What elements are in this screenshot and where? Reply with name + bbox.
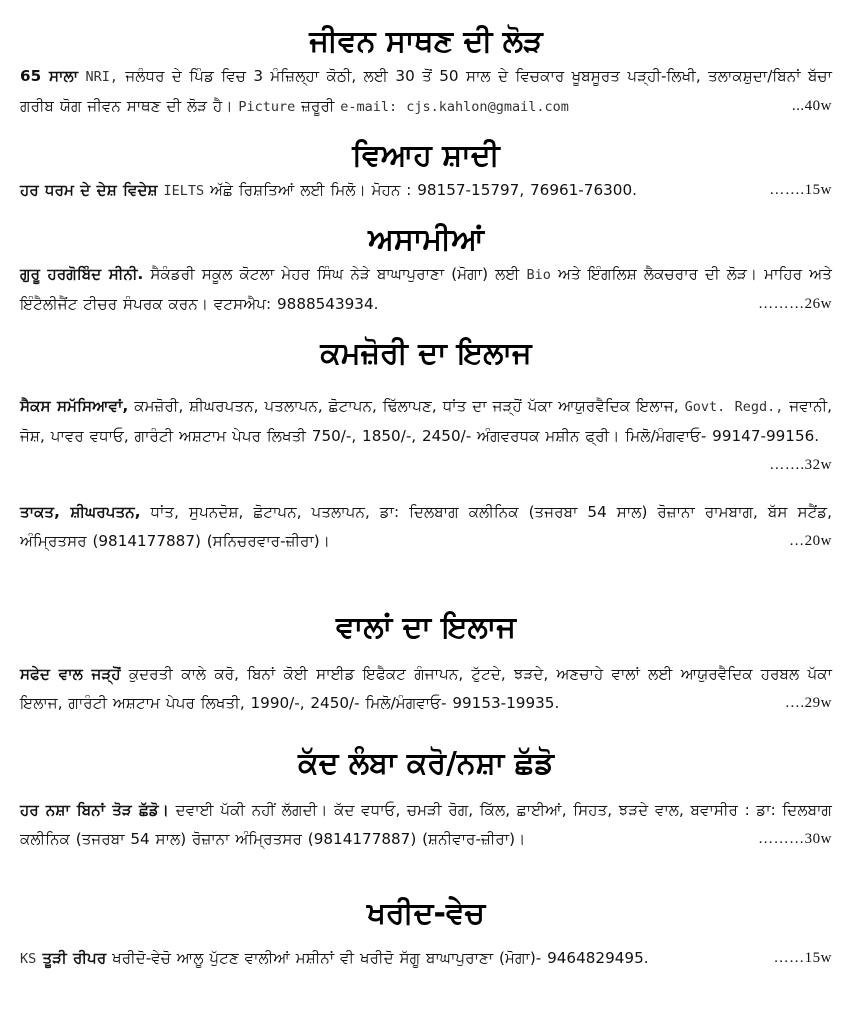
ad-text: 65 ਸਾਲਾ NRI, ਜਲੰਧਰ ਦੇ ਪਿੰਡ ਵਿਚ 3 ਮੰਜ਼ਿਲ੍ਹਾ ਕੋਠੀ, ਲਈ 30 ਤੋਂ 50 ਸਾਲ ਦੇ ਵਿਚਕਾਰ ਖੂਬਸੂਰਤ ਪੜ੍ਹੀ-ਲਿਖੀ, ਤਲਾਕਸ਼ੁਦਾ/ਬਿਨਾਂ ਬੱਚਾ ਗਰੀਬ ਯੋਗ ਜੀਵਨ ਸਾਥਣ ਦੀ ਲੋੜ ਹੈ। Picture ਜ਼ਰੂਰੀ e-mail: cjs.kahlon@gmail.com ...40w	[20, 62, 832, 122]
section-height-deaddiction	[20, 744, 832, 854]
ad-text: ਗੁਰੂ ਹਰਗੋਬਿੰਦ ਸੀਨੀ. ਸੈਕੰਡਰੀ ਸਕੂਲ ਕੋਟਲਾ ਮੇਹਰ ਸਿੰਘ ਨੇੜੇ ਬਾਘਾਪੁਰਾਣਾ (ਮੋਗਾ) ਲਈ Bio ਅਤੇ ਇੰਗਲਿਸ਼ ਲੈਕਚਰਾਰ ਦੀ ਲੋੜ। ਮਾਹਿਰ ਅਤੇ ਇੰਟੈਲੀਜੈਂਟ ਟੀਚਰ ਸੰਪਰਕ ਕਰਨ। ਵਟਸਐਪ: 9888543934. ………26w	[20, 260, 832, 319]
ad-text: ਹਰ ਧਰਮ ਦੇ ਦੇਸ਼ ਵਿਦੇਸ਼ IELTS ਅੱਛੇ ਰਿਸ਼ਤਿਆਂ ਲਈ ਮਿਲੋ। ਮੋਹਨ : 98157-15797, 76961-76300. …….15w	[20, 176, 832, 206]
section-hair-treatment	[20, 608, 832, 718]
section-heading: ਅਸਾਮੀਆਂ	[368, 222, 484, 257]
ad-text: KS ਤੂੜੀ ਰੀਪਰ ਖਰੀਦੋ-ਵੇਚੋ ਆਲੂ ਪੁੱਟਣ ਵਾਲੀਆਂ ਮਸ਼ੀਨਾਂ ਵੀ ਖਰੀਦੋ ਸੱਗੂ ਬਾਘਾਪੁਰਾਣਾ (ਮੋਗਾ)- 9464829495. ……15w	[20, 944, 832, 974]
ad-word-count: ………30w	[758, 831, 832, 847]
ad-word-count: …….32w	[769, 457, 832, 473]
ad-text: ਸੈਕਸ ਸਮੱਸਿਆਵਾਂ, ਕਮਜ਼ੋਰੀ, ਸ਼ੀਘਰਪਤਨ, ਪਤਲਾਪਨ, ਛੋਟਾਪਨ, ਢਿੱਲਾਪਣ, ਧਾਂਤ ਦਾ ਜੜ੍ਹੋਂ ਪੱਕਾ ਆਯੁਰਵੈਦਿਕ ਇਲਾਜ, Govt. Regd., ਜਵਾਨੀ, ਜੋਸ਼, ਪਾਵਰ ਵਧਾਓ, ਗਾਰੰਟੀ ਅਸ਼ਟਾਮ ਪੇਪਰ ਲਿਖਤੀ 750/-, 1850/-, 2450/- ਅੰਗਵਰਧਕ ਮਸ਼ੀਨ ਫ੍ਰੀ। ਮਿਲੋ/ਮੰਗਵਾਓ- 99147-99156. …….32w	[20, 392, 832, 480]
ad-text: ਤਾਕਤ, ਸ਼ੀਘਰਪਤਨ, ਧਾਂਤ, ਸੁਪਨਦੋਸ਼, ਛੋਟਾਪਨ, ਪਤਲਾਪਨ, ਡਾ: ਦਿਲਬਾਗ ਕਲੀਨਿਕ (ਤਜਰਬਾ 54 ਸਾਲ) ਰੋਜ਼ਾਨਾ ਰਾਮਬਾਗ, ਬੱਸ ਸਟੈਂਡ, ਅੰਮ੍ਰਿਤਸਰ (9814177887) (ਸਨਿਚਰਵਾਰ-ਜ਼ੀਰਾ)। …20w	[20, 498, 832, 556]
section-weakness-treatment	[20, 334, 832, 556]
ad-word-count: …20w	[789, 533, 832, 549]
section-heading: ਖਰੀਦ-ਵੇਚ	[367, 896, 485, 931]
ad-word-count: ….29w	[784, 695, 832, 711]
ad-word-count: ………26w	[758, 296, 832, 312]
ad-word-count: …….15w	[769, 182, 832, 198]
ad-text: ਹਰ ਨਸ਼ਾ ਬਿਨਾਂ ਤੋੜ ਛੱਡੋ। ਦਵਾਈ ਪੱਕੀ ਨਹੀਂ ਲੱਗਦੀ। ਕੱਦ ਵਧਾਓ, ਚਮੜੀ ਰੋਗ, ਕਿੱਲ, ਛਾਈਆਂ, ਸਿਹਤ, ਝੜਦੇ ਵਾਲ, ਬਵਾਸੀਰ : ਡਾ: ਦਿਲਬਾਗ ਕਲੀਨਿਕ (ਤਜਰਬਾ 54 ਸਾਲ) ਰੋਜ਼ਾਨਾ ਅੰਮ੍ਰਿਤਸਰ (9814177887) (ਸ਼ਨੀਵਾਰ-ਜ਼ੀਰਾ)। ………30w	[20, 796, 832, 854]
section-heading: ਜੀਵਨ ਸਾਥਣ ਦੀ ਲੋੜ	[309, 24, 543, 59]
ad-word-count: ...40w	[791, 98, 832, 114]
ad-word-count: ……15w	[773, 950, 832, 966]
section-life-partner	[20, 22, 832, 122]
ad-text: ਸਫੇਦ ਵਾਲ ਜੜ੍ਹੋਂ ਕੁਦਰਤੀ ਕਾਲੇ ਕਰੋ, ਬਿਨਾਂ ਕੋਈ ਸਾਈਡ ਇਫੈਕਟ ਗੰਜਾਪਨ, ਟੁੱਟਦੇ, ਝੜਦੇ, ਅਣਚਾਹੇ ਵਾਲਾਂ ਲਈ ਆਯੁਰਵੈਦਿਕ ਹਰਬਲ ਪੱਕਾ ਇਲਾਜ, ਗਾਰੰਟੀ ਅਸ਼ਟਾਮ ਪੇਪਰ ਲਿਖਤੀ, 1990/-, 2450/- ਮਿਲੋ/ਮੰਗਵਾਓ- 99153-19935. ….29w	[20, 660, 832, 718]
section-heading: ਵਾਲਾਂ ਦਾ ਇਲਾਜ	[336, 610, 516, 645]
section-heading: ਵਿਆਹ ਸ਼ਾਦੀ	[352, 138, 500, 173]
section-buy-sell	[20, 894, 832, 974]
section-heading: ਕਮਜ਼ੋਰੀ ਦਾ ਇਲਾਜ	[320, 336, 532, 371]
email-link[interactable]: e-mail: cjs.kahlon@gmail.com	[340, 99, 569, 115]
section-marriage	[20, 136, 832, 206]
section-vacancies	[20, 220, 832, 319]
section-heading: ਕੱਦ ਲੰਬਾ ਕਰੋ/ਨਸ਼ਾ ਛੱਡੋ	[298, 746, 554, 781]
